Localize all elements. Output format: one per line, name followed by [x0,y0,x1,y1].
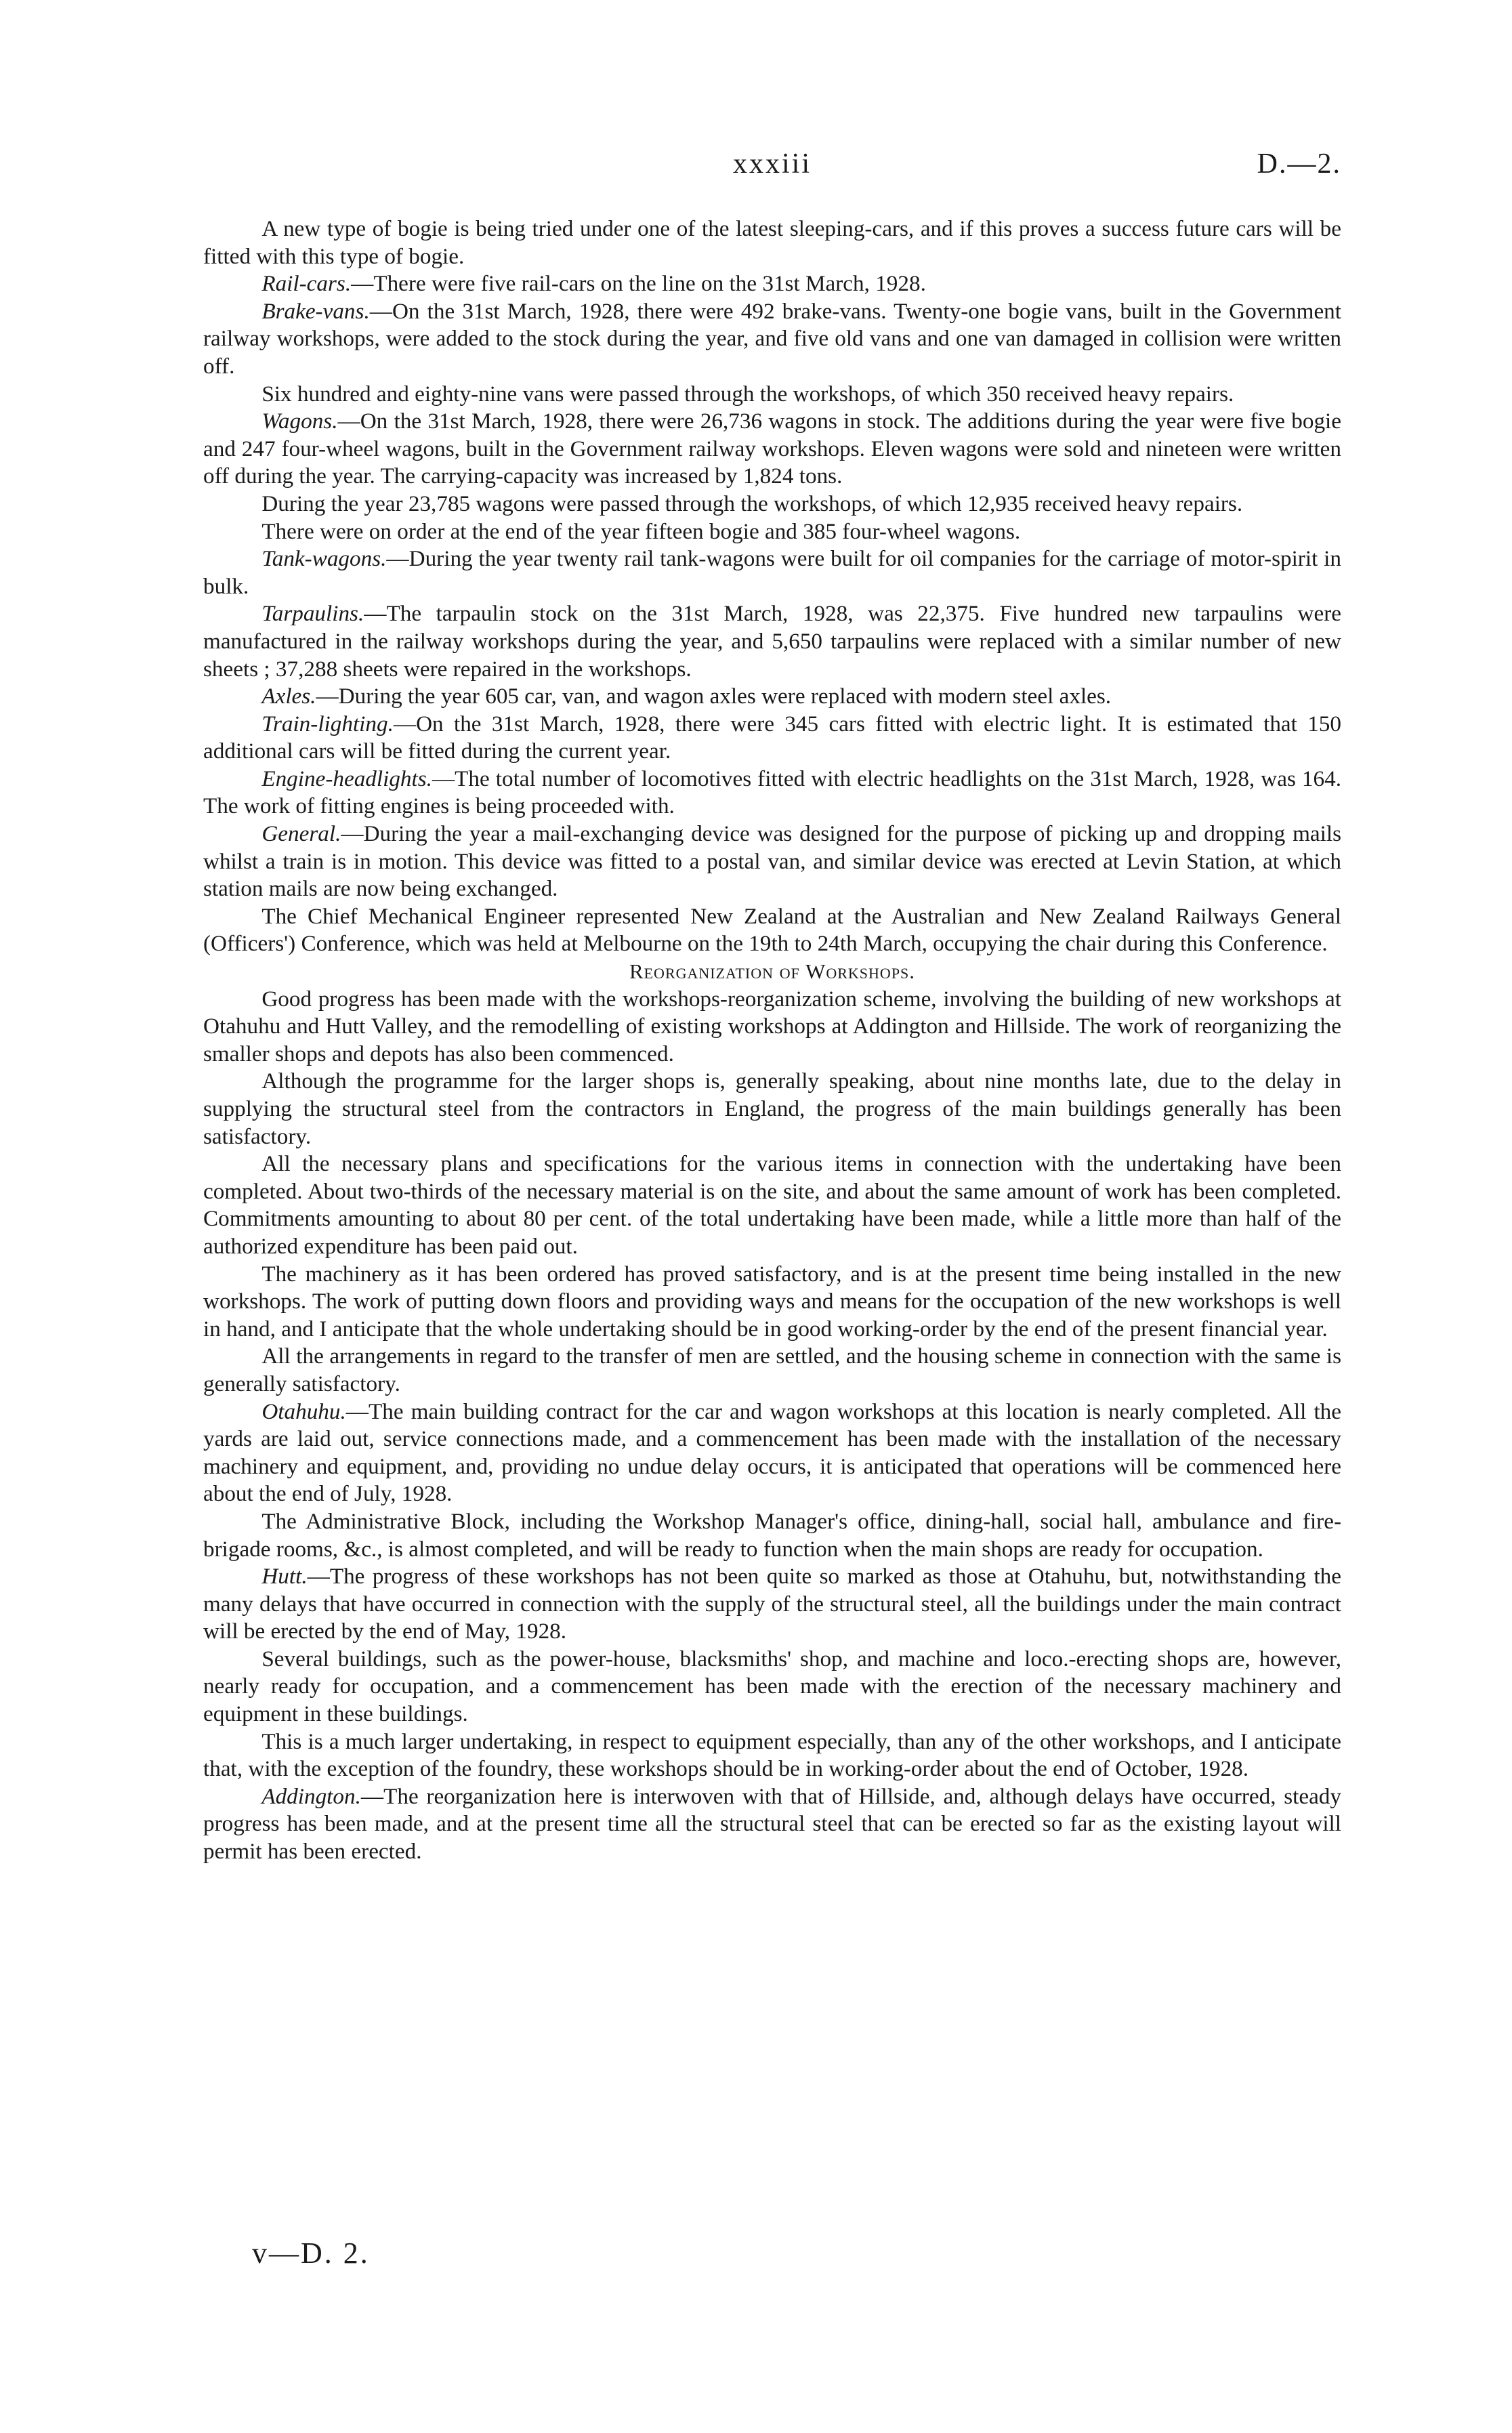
paragraph-text: —On the 31st March, 1928, there were 492 brake-vans. Twenty-one bogie vans, built in the Government railway workshops, were added to the stock during the year, and five old vans and one van damaged in collision were written off. [203,298,1341,379]
paragraph-text: Six hundred and eighty-nine vans were passed through the workshops, of which 350 received heavy repairs. [261,381,1234,407]
paragraph [203,1150,1341,1260]
paragraph-text: —On the 31st March, 1928, there were 26,736 wagons in stock. The additions during the year were five bogie and 247 four-wheel wagons, built in the Government railway workshops. Eleven wagons were sold and nineteen were written off during the year. The carrying-capacity was increased by 1,824 tons. [203,409,1341,489]
paragraph-text: The Administrative Block, including the Workshop Manager's office, dining-hall, social hall, ambulance and fire-brigade rooms, &c., is almost completed, and will be ready to function when the main shops are ready for occupation. [203,1508,1341,1562]
paragraph-lead: Tarpaulins. [261,601,364,627]
section-heading: Reorganization of Workshops. [629,959,916,984]
paragraph-lead: Otahuhu. [261,1398,346,1424]
paragraph [203,903,1341,958]
paragraph-lead: Brake-vans. [261,298,370,324]
paragraph [203,766,1341,820]
paragraph [203,298,1341,381]
footer-signature: v—D. 2. [252,2237,370,2270]
paragraph [203,1728,1341,1783]
paragraph [203,1343,1341,1398]
document-reference: D.—2. [1257,148,1341,180]
paragraph-text: —The main building contract for the car and wagon workshops at this location is nearly completed. All the yards are laid out, service connections made, and a commencement has been made with the installation of the necessary machinery and equipment, and, providing no undue delay occurs, it is anticipated that operations will be commenced here about the end of July, 1928. [203,1398,1341,1507]
paragraph [203,1563,1341,1646]
paragraph-text: —During the year twenty rail tank-wagons were built for oil companies for the carriage of motor-spirit in bulk. [203,546,1341,599]
paragraph [203,683,1341,711]
paragraph [203,491,1341,518]
paragraph-text: There were on order at the end of the year fifteen bogie and 385 four-wheel wagons. [261,518,1021,544]
paragraph-text: The Chief Mechanical Engineer represented New Zealand at the Australian and New Zealand Railways General (Officers') Conference, which was held at Melbourne on the 19th to 24th March, occupying the chair during this Conference. [203,903,1341,957]
page-body [203,215,1341,1866]
paragraph [203,1068,1341,1150]
rolling-stock-section [203,215,1341,958]
paragraph-text: Several buildings, such as the power-house, blacksmiths' shop, and machine and loco.-erecting shops are, however, nearly ready for occupation, and a commencement has been made with the erection of the necessary machinery and equipment in these buildings. [203,1646,1341,1727]
paragraph [203,215,1341,270]
page-header [203,148,1341,188]
paragraph-text: Although the programme for the larger shops is, generally speaking, about nine months late, due to the delay in supplying the structural steel from the contractors in England, the progress of the main buildings generally has been satisfactory. [203,1068,1341,1149]
paragraph [203,408,1341,491]
paragraph-text: All the necessary plans and specifications for the various items in connection with the undertaking have been completed. About two-thirds of the necessary material is on the site, and about the same amount of work has been completed. Commitments amounting to about 80 per cent. of the total undertaking have been made, while a little more than half of the authorized expenditure has been paid out. [203,1151,1341,1259]
paragraph-text: —The total number of locomotives fitted with electric headlights on the 31st March, 1928, was 164. The work of fitting engines is being proceeded with. [203,766,1341,819]
reorganization-section [203,986,1341,1866]
paragraph [203,986,1341,1068]
paragraph-lead: Wagons. [261,409,338,434]
paragraph-text: —The tarpaulin stock on the 31st March, 1928, was 22,375. Five hundred new tarpaulins were manufactured in the railway workshops during the year, and 5,650 tarpaulins were replaced with a similar number of new sheets ; 37,288 sheets were repaired in the workshops. [203,601,1341,682]
paragraph-lead: Addington. [261,1783,361,1809]
paragraph-lead: Train-lighting. [261,711,394,736]
paragraph-lead: Rail-cars. [261,271,352,297]
paragraph [203,600,1341,683]
paragraph-text: The machinery as it has been ordered has proved satisfactory, and is at the present time being installed in the new workshops. The work of putting down floors and providing ways and means for the occupation of the new workshops is well in hand, and I anticipate that the whole undertaking should be in good working-order by the end of the present financial year. [203,1261,1341,1342]
paragraph-text: Good progress has been made with the workshops-reorganization scheme, involving the building of new workshops at Otahuhu and Hutt Valley, and the remodelling of existing workshops at Addington and Hillside. The work of reorganizing the smaller shops and depots has also been commenced. [203,986,1341,1066]
page-number: xxxiii [732,148,812,180]
paragraph [203,1783,1341,1866]
paragraph [203,545,1341,600]
paragraph-text: —There were five rail-cars on the line on the 31st March, 1928. [351,271,926,297]
paragraph-text: All the arrangements in regard to the transfer of men are settled, and the housing scheme in connection with the same is generally satisfactory. [203,1344,1341,1396]
paragraph [203,518,1341,546]
paragraph [203,381,1341,409]
paragraph-lead: Hutt. [261,1564,308,1589]
paragraph-lead: General. [261,821,341,847]
paragraph [203,820,1341,903]
paragraph-text: —The progress of these workshops has not been quite so marked as those at Otahuhu, but, notwithstanding the many delays that have occurred in connection with the supply of the structural steel, all the buildings under the main contract will be erected by the end of May, 1928. [203,1564,1341,1644]
paragraph [203,1261,1341,1344]
paragraph-text: A new type of bogie is being tried under one of the latest sleeping-cars, and if this proves a success future cars will be fitted with this type of bogie. [203,216,1341,269]
paragraph [203,1508,1341,1563]
paragraph-text: —On the 31st March, 1928, there were 345 cars fitted with electric light. It is estimated that 150 additional cars will be fitted during the current year. [203,711,1341,764]
paragraph [203,1398,1341,1508]
paragraph-text: During the year 23,785 wagons were passed through the workshops, of which 12,935 received heavy repairs. [261,491,1243,516]
paragraph-text: —The reorganization here is interwoven with that of Hillside, and, although delays have occurred, steady progress has been made, and at the present time all the structural steel that can be erected so far as the existing layout will permit has been erected. [203,1783,1341,1865]
paragraph-text: —During the year 605 car, van, and wagon axles were replaced with modern steel axles. [316,684,1112,709]
paragraph [203,711,1341,766]
paragraph [203,270,1341,298]
paragraph-lead: Axles. [261,684,316,709]
paragraph [203,1646,1341,1728]
paragraph-text: —During the year a mail-exchanging device was designed for the purpose of picking up and dropping mails whilst a train is in motion. This device was fitted to a postal van, and similar device was erected at Levin Station, at which station mails are now being exchanged. [203,821,1341,902]
paragraph-lead: Tank-wagons. [261,546,387,572]
paragraph-text: This is a much larger undertaking, in respect to equipment especially, than any of the other workshops, and I anticipate that, with the exception of the foundry, these workshops should be in working-order about the end of October, 1928. [203,1728,1341,1782]
paragraph-lead: Engine-headlights. [261,766,432,791]
